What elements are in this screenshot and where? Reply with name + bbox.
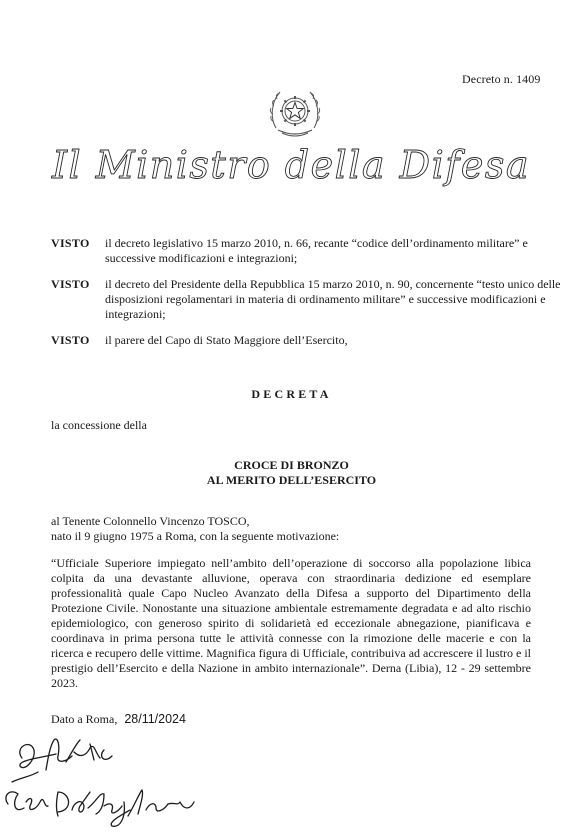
concession-text: la concessione della [51,418,147,432]
place-label: Dato a Roma, [51,712,118,726]
recipient-line-1: al Tenente Colonnello Vincenzo TOSCO, [51,514,250,528]
award-title [0,458,583,488]
recipient-block [51,514,531,544]
issue-date: 28/11/2024 [124,712,186,726]
visto-keyword: VISTO [51,277,90,291]
visto-keyword: VISTO [51,333,90,347]
recipient-line-2: nato il 9 giugno 1975 a Roma, con la seguente motivazione: [51,529,340,543]
award-title-line-2: AL MERITO DELL’ESERCITO [206,473,377,487]
visto-text: il decreto legislativo 15 marzo 2010, n. 66, recante “codice dell’ordinamento militare” e successive modificazioni e integrazioni; [105,236,528,265]
visto-text: il parere del Capo di Stato Maggiore dell’Esercito, [105,333,348,347]
award-title-line-1: CROCE DI BRONZO [234,458,349,472]
visto-keyword: VISTO [51,236,90,250]
visto-text: il decreto del Presidente della Repubblica 15 marzo 2010, n. 90, concernente “testo unico delle disposizioni regolamentari in materia di ordinamento militare” e successive modificazioni e integrazioni; [105,277,561,321]
italian-republic-emblem-icon [268,84,322,140]
date-line [51,712,186,727]
minister-title [0,138,583,203]
minister-title-text: Il Ministro della Difesa [51,143,531,187]
motivation-text: “Ufficiale Superiore impiegato nell’ambito dell’operazione di soccorso alla popolazione libica colpita da una devastante alluvione, operava con straordinaria dedizione ed esemplare professionalità quale Capo Nucleo Avanzato della Difesa a supporto del Dipartimento della Protezione Civile. Nonostante una situazione ambientale estremamente degradata e ad alto rischio epidemiologico, con generoso spirito di solidarietà ed eccezionale abnegazione, pianificava e coordinava in prima persona tutte le attività connesse con la rimozione delle macerie e con la ricerca e recupero delle vittime. Magnifica figura di Ufficiale, contribuiva ad accrescere il lustro e il prestigio dell’Esercito e della Nazione in ambito internazionale”. Derna (Libia), 12 - 29 settembre 2023. [51,556,531,690]
decree-number: Decreto n. 1409 [462,72,541,86]
decreta-heading: DECRETA [251,387,332,401]
handwritten-signature [0,732,230,832]
